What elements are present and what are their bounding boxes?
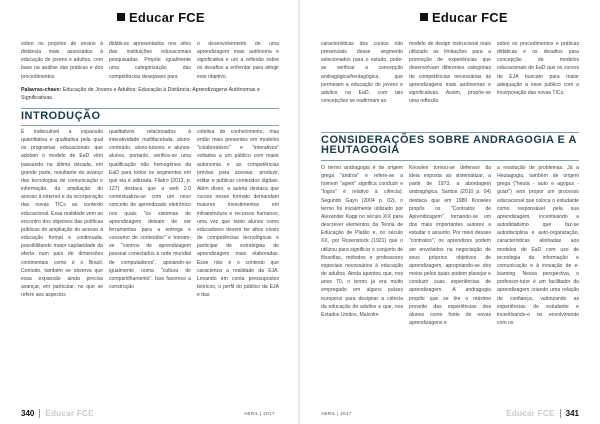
header-square-icon [117,13,125,21]
abstract-column: o desenvolvimento de uma aprendizagem mais autônoma e significativa e um a reflexão sobre os desafios a enfrentar para atingir este objetivo. [197,41,279,80]
section-divider [21,125,279,126]
abstract-column: sobre os projetos de ensino à distância mais associados à educação de jovens e adultos, com base na análise das práticas e dos procedimentos [21,41,103,80]
right-page [300,0,600,424]
body-column: a resolução de problemas. Já a Heutagogia, também de origem grega ("heuta - auto e agogus - guiar") vem propor um processo educacional que coloca o estudante como responsável pela sua aprendizagem, incentivando a autodidatismo que faz-se autodisciplina e auto-organização, características alinhadas aos modelos de EaD com uso de tecnologia da informação e comunicação e à inovação de e-learning. Nessa perspectiva, o professor-tutor é um facilitador da aprendizagem criando uma relação de confiança, valorizando as experiências do estudante e incentivando-o no envolvimento com os [497,165,579,326]
right-page-footer [506,406,579,420]
page-number: 341 [565,408,579,418]
body-column: qualitativos relacionados à interatividade multifacetada, aluno-conteúdo, aluno-tutores e alunos-alunos, portanto, verifica-se uma qualificação não homogênea da EaD para todos os segmentos em que ela é utilizada. Filatro (2013, p. 127) destaca que a web 2.0 contextualiza-se com um novo conceito de aprendizado eletrônico nos quais "os sistemas de aprendizagem deixam de ser ferramentas para a entrega e consumo de conteúdos" e tornam-se "centros de aprendizagem pessoal conectados à rede mundial de computadores", apoiando-se igualmente numa "cultura de compartilhamento". Isso favorece a construção [109,129,191,290]
right-intro-columns [321,40,579,104]
section-divider [21,108,279,109]
section-title-introducao: INTRODUÇÃO [21,110,101,122]
left-body-columns [21,128,279,396]
right-body-columns [321,164,579,396]
left-abstract-columns [21,40,279,84]
body-column: características dos cursos não presenciais desse segmento selecionados para o estudo, pode-se verificar a concepção andragógica/heutagógica, que permeiam a educação de jovens e adultos na EaD, com tais concepções se reafirmam ao [321,41,403,104]
footer-magazine-name: Educar FCE [45,408,94,418]
body-column: É indiscutível a expansão quantitativa e qualitativa pela qual os programas educacionais que adotam o modelo de EaD vêm passando na última década, em grande parte, resultante do avanço das tecnologias de comunicação e informação, da ampliação do acesso à internet e da incorporação das novas TICs ao contexto educacional. Essa realidade vem ao encontro dos objetivos das políticas públicas de ampliação do acesso à educação formal e continuada, possibilitando maior capilaridade da oferta num país de dimensões continentais como é o Brasil. Contudo, também se observa que essa expansão ainda precisa avançar, em particular, no que se refere aos aspectos [21,129,103,299]
body-column: sobre os procedimentos e práticas didáticas e os desafios para concepção de modelos educacionais de EaD que os cursos de EJA buscam para maior adequação a esse público com a incorporação das novas TICs. [497,41,579,96]
keywords [21,86,279,102]
keywords-label: Palavras-chave: [21,87,62,93]
section-title-andragogia: CONSIDERAÇÕES SOBRE ANDRAGOGIA E A HEUTAGOGIA [321,134,577,156]
section-divider [321,160,579,161]
body-column: modelo de design instrucional mais utilizado as limitações para a promoção de experiências que desenvolvam diferentes categorias de competências necessárias às aprendizagens mais autônomas e significativas. Assim, propõe-se uma reflexão [409,41,491,104]
body-column: Knowles tornou-se defensor da ideia exposta ao sistematizar, a partir de 1973, a abordagem andragógica. Santos (2010 p. 04) destaca que em 1980 Knowles propôs os "Contratos de Aprendizagem", tornando-se um dos mais importantes autores a estudar o assunto. Por meio desses "contratos", os aprendizes podem ser envolvidos na negociação de seus próprios objetivos de aprendizagem, apropriando-se dos meios pelos quais podem planejar e conduzir suas experiências de aprendizagem. A andragogia propõe que se tire o máximo proveito das experiências dos alunos como fonte de novas aprendizagens e [409,165,491,326]
page-number: 340 [21,408,35,418]
body-column: O termo andragogia é de origem grega "andros" e refere-se a homem "agein" significa conduzir e "logos" é relativo à ciência). Segundo Gayo (2004 p. 02), o termo foi inicialmente utilizado por Alexander Kapp no século XIX para descrever elementos da Teoria de Educação de Platão e, no século XX, por Rosenstock (1921) que o utilizou para significar o conjunto de filosofias, métodos e professores especiais necessários à educação de adultos. Ainda apontou que, nos anos 70, o termo já era muito empregado em alguns países europeus para designar a ciência da educação de adultos e que, nos Estados Unidos, Malcolm [321,165,403,318]
left-page-header [117,8,205,26]
footer-date: ABRIL | 2017 [244,411,275,416]
abstract-column: didáticos apresentados nos sites das instituições educacionais pesquisadas. Propõe igualmente uma categorização das competências desejáveis para [109,41,191,80]
keywords-text: Educação de Jovens e Adultos; Educação à Distância; Aprendizagens Autônomas e Significativas. [21,87,260,101]
footer-divider [39,409,40,418]
right-page-header [420,8,508,26]
section-divider [321,132,579,133]
footer-date: ABRIL | 2017 [321,411,352,416]
header-square-icon [420,13,428,21]
footer-divider [560,409,561,418]
magazine-title: Educar FCE [432,9,508,25]
left-page-footer [21,406,94,420]
footer-magazine-name: Educar FCE [506,408,555,418]
body-column: coletiva do conhecimento, mas então mais presentes em modelos "colaborativos" e "interativos" voltados a um público com maior autonomia e as competências prévias para acessar, produzir, editar e publicar conteúdos digitais. Além disso, a autora destaca que cursos nesse formato demandam maiores investimentos em infraestrutura e recursos humanos, uma vez que tanto alunos como educadores devem ter altos níveis de competências tecnológicas e participar de estratégias de aprendizagem mais elaboradas. Esse não é o contexto que caracteriza a realidade da EJA. Levando em conta pressupostos teóricos, o perfil do público da EJA e das [197,129,279,299]
magazine-title: Educar FCE [129,9,205,25]
